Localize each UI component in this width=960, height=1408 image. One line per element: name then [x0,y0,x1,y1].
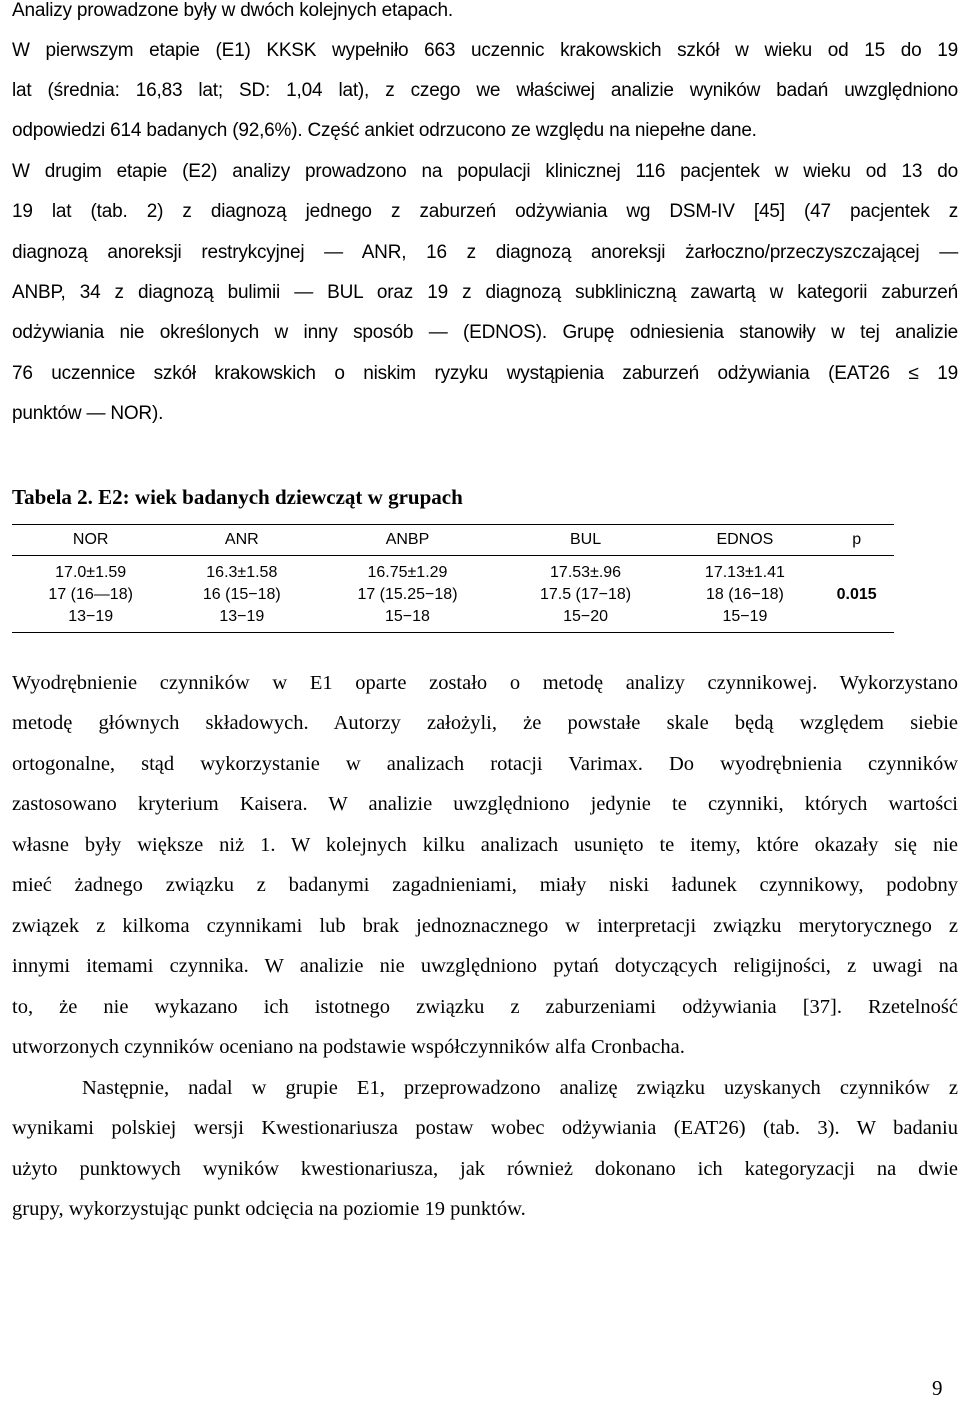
cell-median-iqr: 16 (15−18) [202,586,281,603]
cell-mean-sd: 17.53±.96 [550,564,622,581]
text-line: utworzonych czynników oceniano na podstawie współczynników alfa Cronbacha. [12,1036,685,1058]
text-line: Analizy prowadzone były w dwóch kolejnych etapach. [12,0,453,21]
text-line: mieć żadnego związku z badanymi zagadnieniami, miały niski ładunek czynnikowy, podobny [12,874,958,896]
text-line: Następnie, nadal w grupie E1, przeprowadzono analizę związku uzyskanych czynników z [82,1077,958,1099]
cell-range: 15−18 [385,608,430,625]
page-number: 9 [932,1376,943,1400]
text-line: innymi itemami czynnika. W analizie nie uwzględniono pytań dotyczących religijności, z uwagi na [12,955,958,977]
cell-median-iqr: 17 (16—18) [48,586,133,603]
cell-range: 15−20 [563,608,609,625]
column-header: ANR [169,525,314,556]
text-line: lat (średnia: 16,83 lat; SD: 1,04 lat), z czego we właściwej analizie wyników badań uwzględniono [12,80,958,101]
column-header: p [819,525,894,556]
table-header-row [12,525,894,556]
cell-mean-sd: 17.13±1.41 [704,564,785,581]
text-line: metodę głównych składowych. Autorzy założyli, że powstałe skale będą względem siebie [12,712,958,734]
table-cell-bul [501,556,671,633]
cell-median-iqr: 18 (16−18) [705,586,784,603]
cell-range: 13−19 [68,608,114,625]
text-line: W pierwszym etapie (E1) KKSK wypełniło 663 uczennic krakowskich szkół w wieku od 15 do 19 [12,40,958,61]
cell-range: 15−19 [722,608,768,625]
age-table [12,524,894,633]
column-header: ANBP [314,525,500,556]
text-line: związek z kilkoma czynnikami lub brak jednoznacznego w interpretacji związku merytorycznego z [12,915,958,937]
text-line: 76 uczennice szkół krakowskich o niskim ryzyku wystąpienia zaburzeń odżywiania (EAT26 ≤ 19 [12,363,958,384]
text-line: W drugim etapie (E2) analizy prowadzono na populacji klinicznej 116 pacjentek w wieku od 13 do [12,161,958,182]
cell-median-iqr: 17 (15.25−18) [357,586,458,603]
text-line: grupy, wykorzystując punkt odcięcia na poziomie 19 punktów. [12,1198,526,1220]
text-line: 19 lat (tab. 2) z diagnozą jednego z zaburzeń odżywiania wg DSM-IV [45] (47 pacjentek z [12,201,958,222]
table-cell-p-value: 0.015 [819,556,894,633]
table-caption: Tabela 2. E2: wiek badanych dziewcząt w grupach [12,485,463,509]
cell-mean-sd: 17.0±1.59 [55,564,127,581]
text-line: diagnozą anoreksji restrykcyjnej — ANR, 16 z diagnozą anoreksji żarłoczno/przeczyszczającej — [12,242,958,263]
column-header: NOR [12,525,169,556]
text-line: wynikami polskiej wersji Kwestionariusza postaw wobec odżywiania (EAT26) (tab. 3). W badaniu [12,1117,958,1139]
text-line: użyto punktowych wyników kwestionariusza, jak również dokonano ich kategoryzacji na dwie [12,1158,958,1180]
text-line: punktów — NOR). [12,403,164,424]
table-cell-nor [12,556,169,633]
text-line: ortogonalne, stąd wykorzystanie w analizach rotacji Varimax. Do wyodrębnienia czynników [12,753,958,775]
text-line: to, że nie wykazano ich istotnego związku z zaburzeniami odżywiania [37]. Rzetelność [12,996,958,1018]
text-line: Wyodrębnienie czynników w E1 oparte zostało o metodę analizy czynnikowej. Wykorzystano [12,672,958,694]
text-line: zastosowano kryterium Kaisera. W analizie uwzględniono jedynie te czynniki, których wartości [12,793,958,815]
text-line: odpowiedzi 614 badanych (92,6%). Część ankiet odrzucono ze względu na niepełne dane. [12,120,757,141]
table-cell-anbp [314,556,500,633]
text-line: odżywiania nie określonych w inny sposób — (EDNOS). Grupę odniesienia stanowiły w tej analizie [12,322,958,343]
cell-mean-sd: 16.75±1.29 [367,564,448,581]
column-header: BUL [501,525,671,556]
cell-mean-sd: 16.3±1.58 [206,564,278,581]
table-cell-ednos [670,556,819,633]
cell-median-iqr: 17.5 (17−18) [539,586,632,603]
text-line: własne były większe niż 1. W kolejnych kilku analizach usunięto te itemy, które okazały się nie [12,834,958,856]
cell-range: 13−19 [219,608,265,625]
text-line: ANBP, 34 z diagnozą bulimii — BUL oraz 19 z diagnozą subkliniczną zawartą w kategorii zaburzeń [12,282,958,303]
table-cell-anr [169,556,314,633]
column-header: EDNOS [670,525,819,556]
table-row [12,556,894,633]
